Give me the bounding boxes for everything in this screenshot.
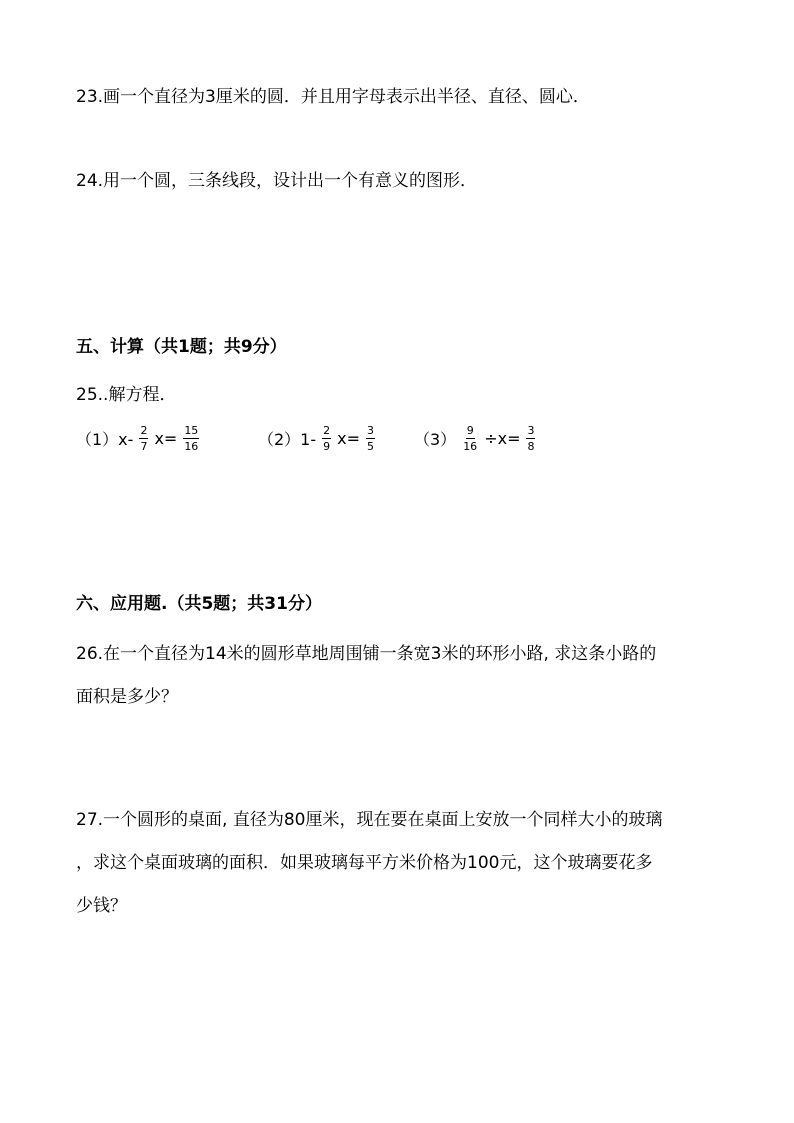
equation-1-fraction-a (139, 424, 148, 453)
fraction-denominator: 5 (367, 439, 375, 453)
fraction-denominator: 7 (140, 439, 148, 453)
fraction-numerator: 2 (323, 423, 331, 437)
fraction-numerator: 3 (367, 423, 375, 437)
equation-2-fraction-b (366, 424, 375, 453)
question-27-line-3: 少钱？ (76, 896, 127, 916)
equation-3 (414, 420, 541, 456)
fraction-denominator: 16 (463, 439, 478, 453)
equation-2-fraction-a (322, 424, 331, 453)
equation-3-prefix: （3） (414, 429, 457, 449)
equation-1-fraction-b (183, 424, 199, 453)
equation-1 (76, 420, 205, 456)
fraction-numerator: 2 (140, 423, 148, 437)
equation-3-middle: ÷x= (484, 428, 521, 448)
question-25: 25..解方程． (76, 385, 177, 405)
equation-1-prefix: （1）x- (76, 429, 134, 449)
equation-1-middle: x= (154, 428, 178, 448)
equation-3-fraction-a (462, 424, 478, 453)
question-26-line-1: 26.在一个直径为14米的圆形草地周围铺一条宽3米的环形小路, 求这条小路的 (76, 644, 657, 664)
equation-3-fraction-b (526, 424, 535, 453)
equation-2 (258, 420, 381, 456)
question-26-line-2: 面积是多少？ (76, 687, 178, 707)
section-heading-calculation: 五、计算（共1题；共9分） (76, 337, 287, 357)
equation-2-prefix: （2）1- (258, 429, 317, 449)
equation-2-middle: x= (337, 428, 361, 448)
question-24: 24.用一个圆，三条线段，设计出一个有意义的图形． (76, 171, 478, 191)
equation-row (76, 420, 736, 456)
question-27-line-1: 27.一个圆形的桌面, 直径为80厘米，现在要在桌面上安放一个同样大小的玻璃 (76, 810, 663, 830)
fraction-denominator: 8 (527, 439, 535, 453)
fraction-numerator: 9 (466, 423, 474, 437)
fraction-numerator: 15 (184, 423, 199, 437)
fraction-denominator: 9 (323, 439, 331, 453)
fraction-numerator: 3 (527, 423, 535, 437)
section-heading-application: 六、应用题.（共5题；共31分） (76, 594, 322, 614)
question-27-line-2: ，求这个桌面玻璃的面积．如果玻璃每平方米价格为100元，这个玻璃要花多 (76, 853, 653, 873)
question-23: 23.画一个直径为3厘米的圆．并且用字母表示出半径、直径、圆心． (76, 87, 590, 107)
fraction-denominator: 16 (184, 439, 199, 453)
